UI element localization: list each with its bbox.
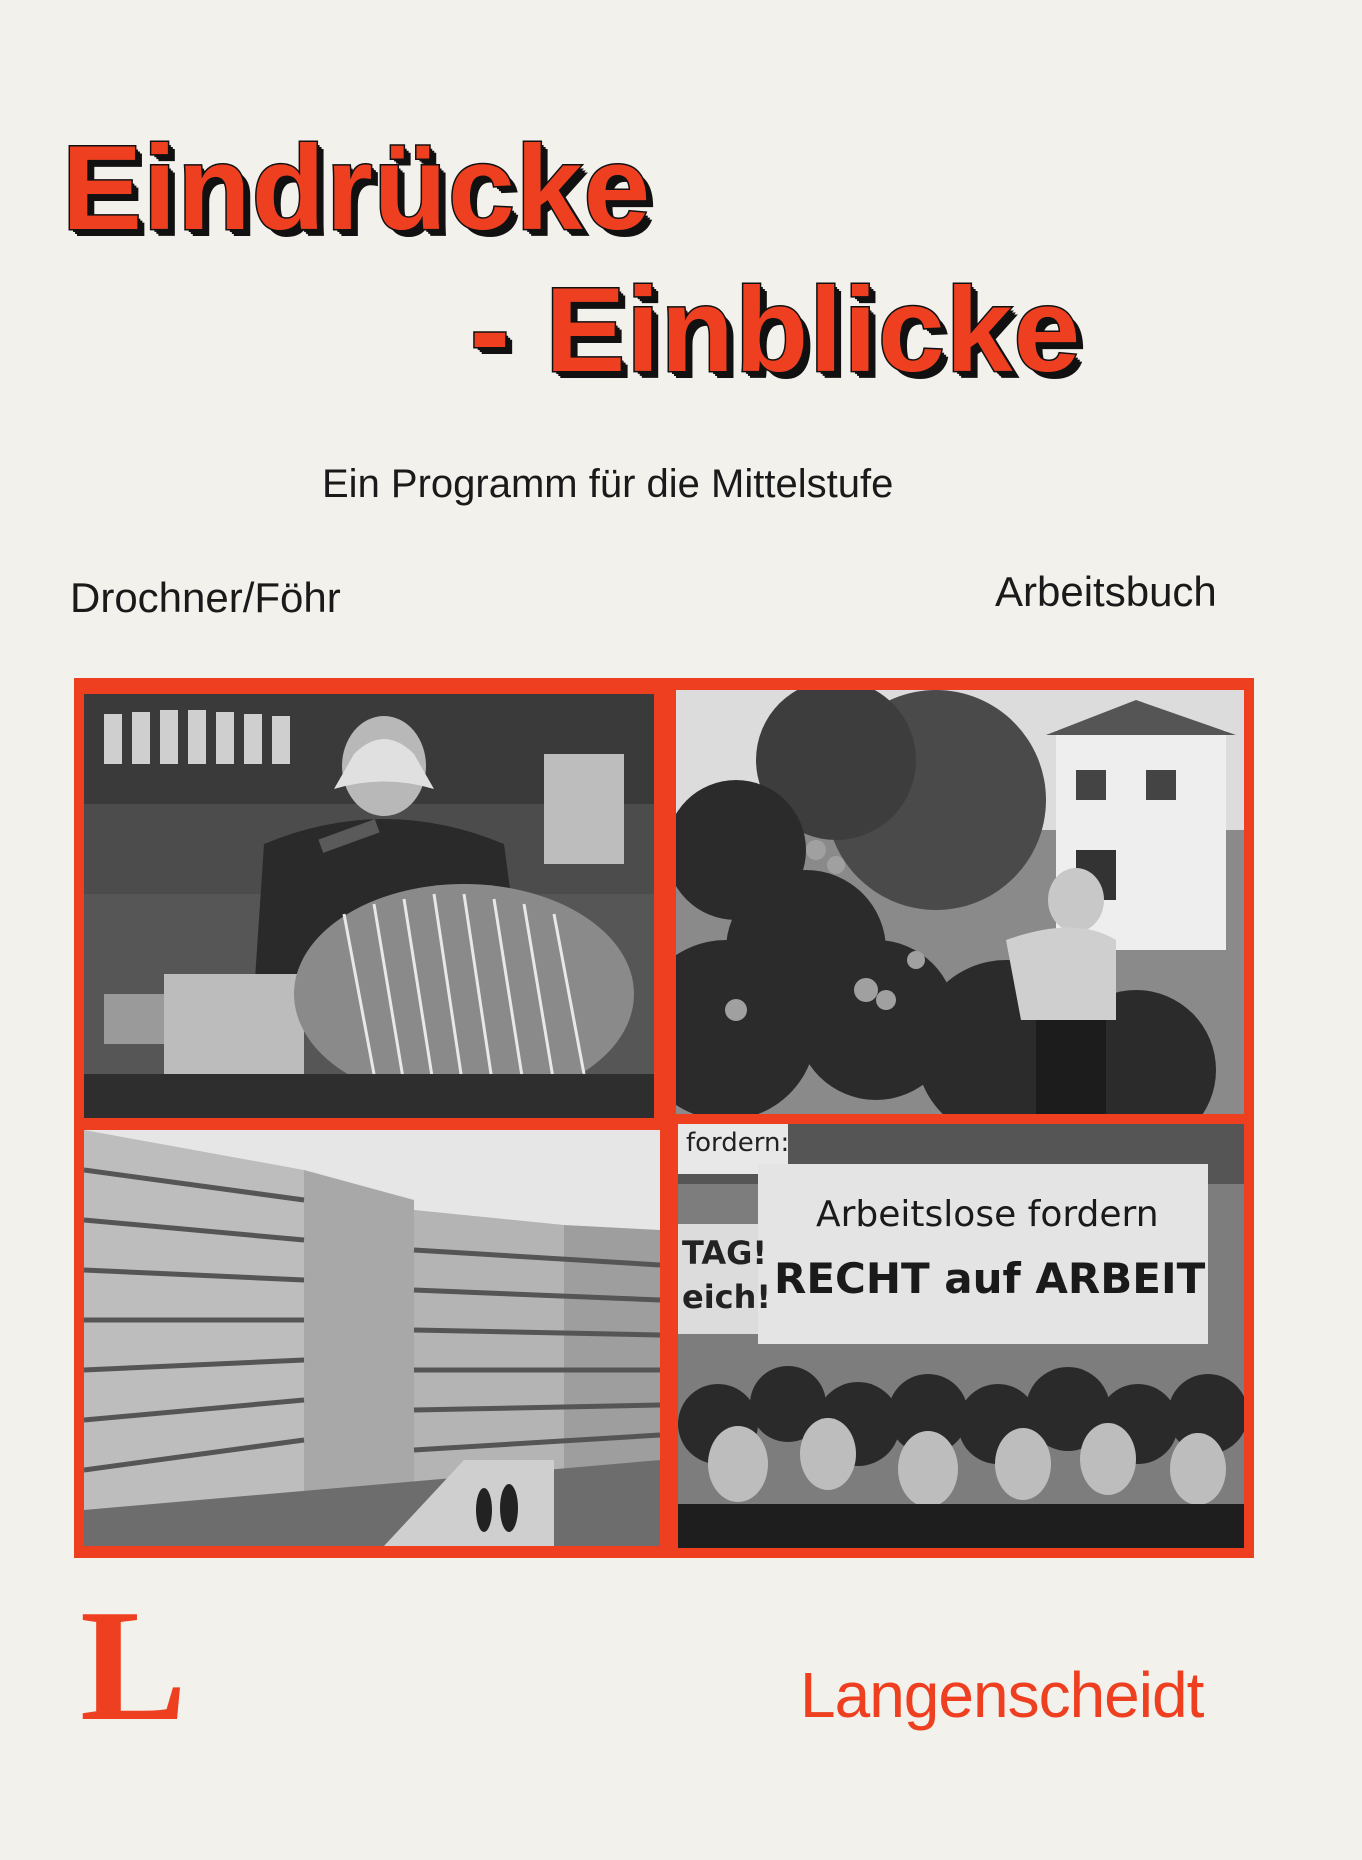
- photo-garden: [676, 690, 1244, 1114]
- book-type: Arbeitsbuch: [995, 568, 1217, 615]
- banner-side-text-2: eich!: [682, 1278, 772, 1316]
- title-line-2: - Einblicke: [470, 263, 1082, 397]
- banner-line-2: RECHT auf ARBEIT: [774, 1254, 1206, 1303]
- banner-line-1: Arbeitslose fordern: [816, 1194, 1159, 1235]
- photo-factory-worker: [84, 694, 654, 1118]
- publisher-logo: L: [80, 1576, 187, 1754]
- banner-side-text-1: TAG!: [682, 1234, 767, 1272]
- authors: Drochner/Föhr: [70, 574, 341, 621]
- title-line-1: Eindrücke: [62, 121, 652, 255]
- banner-top-sign: fordern:: [686, 1128, 790, 1158]
- photo-grid: [74, 678, 1254, 1558]
- subtitle: Ein Programm für die Mittelstufe: [322, 462, 894, 506]
- publisher-name: Langenscheidt: [800, 1659, 1204, 1731]
- photo-apartment-blocks: [84, 1130, 660, 1546]
- photo-protest-banner: [678, 1124, 1244, 1548]
